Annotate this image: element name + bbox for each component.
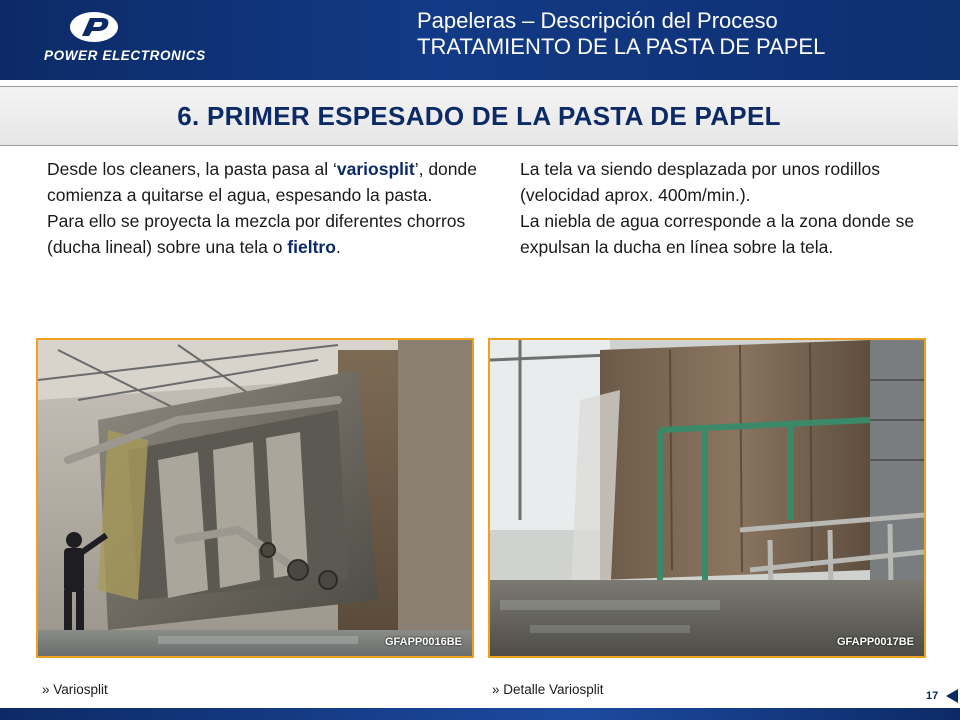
- photo-code-left: GFAPP0016BE: [384, 636, 462, 648]
- left-paragraph-2: [47, 208, 487, 260]
- left-p2-text-a: Para ello se proyecta la mezcla por diferentes chorros (ducha lineal) sobre una tela o: [47, 211, 466, 257]
- page-number: 17: [926, 690, 939, 702]
- variosplit-detail-illustration: [490, 340, 924, 656]
- caption-right: » Detalle Variosplit: [492, 682, 604, 697]
- section-title: 6. PRIMER ESPESADO DE LA PASTA DE PAPEL: [177, 100, 781, 131]
- variosplit-term: variosplit: [336, 159, 415, 179]
- logo-mark-icon: [68, 10, 120, 44]
- footer-band: [0, 708, 960, 720]
- variosplit-photo: [36, 338, 474, 658]
- header-title: [417, 8, 825, 60]
- right-paragraph-2: La niebla de agua corresponde a la zona donde se expulsan la ducha en línea sobre la tela.: [520, 211, 915, 257]
- fieltro-term: fieltro: [287, 237, 336, 257]
- left-paragraph-1: [47, 156, 487, 208]
- caption-left: » Variosplit: [42, 682, 108, 697]
- left-p1-text-a: Desde los cleaners, la pasta pasa al ‘: [47, 159, 337, 179]
- previous-arrow-icon[interactable]: [946, 689, 958, 703]
- section-title-box: [0, 86, 958, 146]
- left-text-column: [47, 156, 487, 260]
- logo-text: POWER ELECTRONICS: [44, 48, 206, 63]
- left-p2-text-b: .: [335, 237, 341, 257]
- right-paragraph-1: La tela va siendo desplazada por unos rodillos (velocidad aprox. 400m/min.).: [520, 159, 880, 205]
- left-p1-text-b: ’, donde comienza a quitarse el agua, espesando la pasta.: [47, 159, 477, 205]
- variosplit-detail-photo: [488, 338, 926, 658]
- photo-code-right: GFAPP0017BE: [836, 636, 914, 648]
- header-title-line1: Papeleras – Descripción del Proceso: [417, 8, 778, 33]
- header-band: [0, 0, 960, 80]
- power-electronics-logo: [40, 10, 240, 70]
- variosplit-illustration: [38, 340, 472, 656]
- header-title-line2: TRATAMIENTO DE LA PASTA DE PAPEL: [417, 34, 826, 59]
- right-text-column: [520, 156, 920, 260]
